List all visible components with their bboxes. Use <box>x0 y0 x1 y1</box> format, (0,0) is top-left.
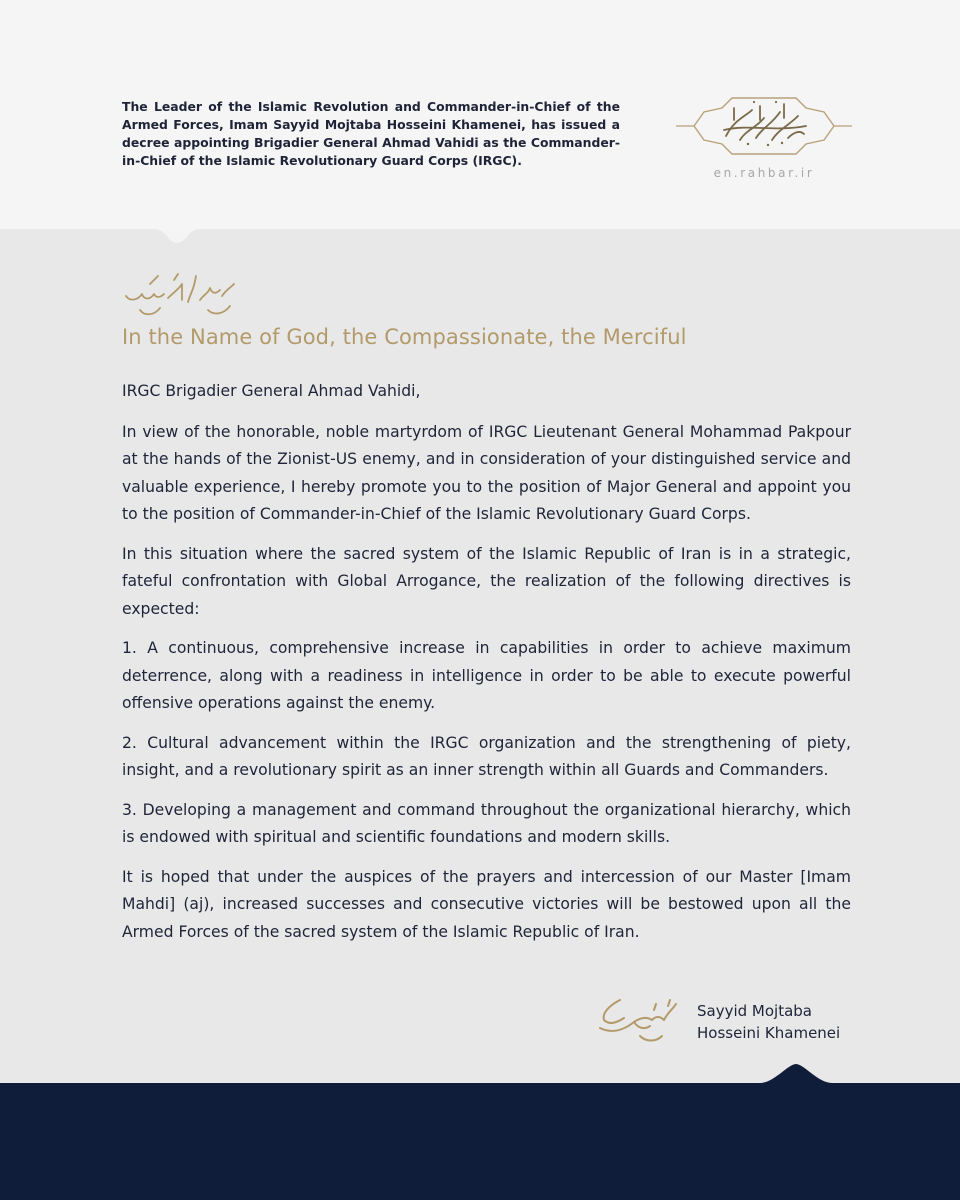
letter-paragraph: 1. A continuous, comprehensive increase in capabilities in order to achieve maximum deterrence, along with a readiness in intelligence in order to be able to execute powerful offensive operations against the enemy. <box>122 639 851 712</box>
intro-summary: The Leader of the Islamic Revolution and Commander-in-Chief of the Armed Forces, Imam Sayyid Mojtaba Hosseini Khamenei, has issued a decree appointing Brigadier General Ahmad Vahidi as the Commander-in-Chief of the Islamic Revolutionary Guard Corps (IRGC). <box>122 99 620 168</box>
handwritten-signature-icon <box>594 992 686 1048</box>
letter-paragraph: It is hoped that under the auspices of the prayers and intercession of our Master [Imam Mahdi] (aj), increased successes and consecutive victories will be bestowed upon all the Armed Forces of the sacred system of the Islamic Republic of Iran. <box>122 867 851 941</box>
calligraphy-seal-icon <box>664 90 864 170</box>
letter-paragraph: 2. Cultural advancement within the IRGC organization and the strengthening of piety, insight, and a revolutionary spirit as an inner strength within all Guards and Commanders. <box>122 733 851 779</box>
letter-paragraph: 3. Developing a management and command throughout the organizational hierarchy, which is endowed with spiritual and scientific foundations and modern skills. <box>122 800 851 846</box>
letter-paragraph: In view of the honorable, noble martyrdom of IRGC Lieutenant General Mohammad Pakpour at the hands of the Zionist-US enemy, and in consideration of your distinguished service and valuable experience, I hereby promote you to the position of Major General and appoint you to the position of Commander-in-Chief of the Islamic Revolutionary Guard Corps. <box>122 422 851 523</box>
site-logo[interactable] <box>664 90 864 200</box>
site-url: en.rahbar.ir <box>713 166 815 180</box>
bismillah-calligraphy-icon <box>120 266 240 322</box>
signatory-line-2: Hosseini Khamenei <box>697 1024 841 1042</box>
signatory-name <box>697 1000 867 1044</box>
letter-salutation: IRGC Brigadier General Ahmad Vahidi, <box>122 382 421 400</box>
signatory-line-1: Sayyid Mojtaba <box>697 1002 812 1020</box>
letter-heading: In the Name of God, the Compassionate, the Merciful <box>122 325 687 349</box>
letter-paragraph: In this situation where the sacred system of the Islamic Republic of Iran is in a strategic, fateful confrontation with Global Arrogance, the realization of the following directives is expected: <box>122 544 851 618</box>
letter-body <box>122 378 851 958</box>
